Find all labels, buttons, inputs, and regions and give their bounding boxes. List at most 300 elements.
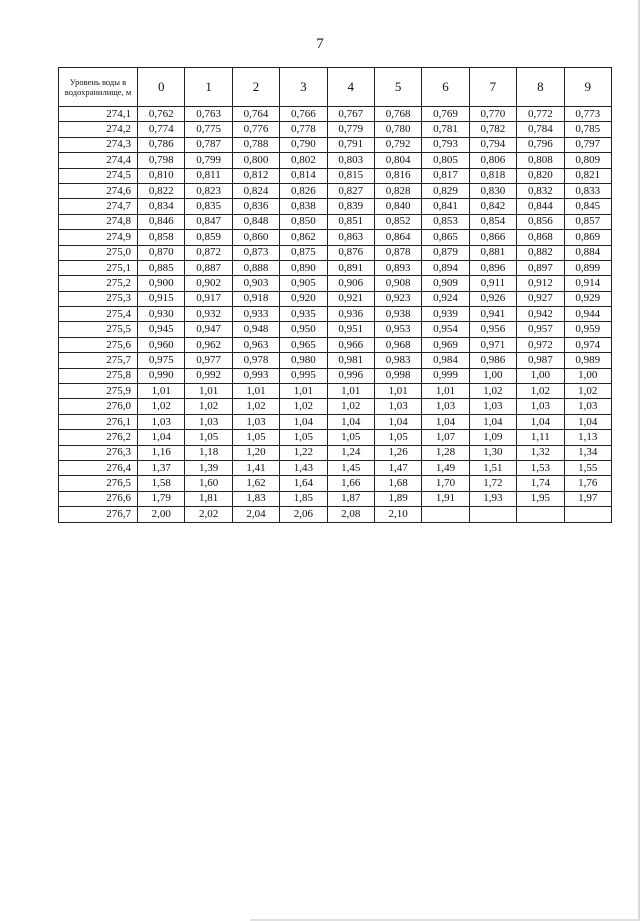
value-cell: 0,993 [232,368,279,383]
value-cell: 0,833 [564,183,611,198]
value-cell: 0,814 [280,168,327,183]
value-cell: 0,785 [564,122,611,137]
value-cell: 0,878 [374,245,421,260]
value-cell: 1,04 [280,414,327,429]
value-cell: 0,779 [327,122,374,137]
value-cell: 0,894 [422,260,469,275]
table-row [59,384,612,399]
value-cell: 2,08 [327,507,374,522]
value-cell: 0,900 [138,276,185,291]
value-cell: 0,992 [185,368,232,383]
water-level-cell: 276,2 [59,430,138,445]
water-level-cell: 276,5 [59,476,138,491]
value-cell: 0,882 [517,245,564,260]
reservoir-level-table [58,67,612,523]
value-cell: 1,01 [232,384,279,399]
water-level-cell: 275,6 [59,337,138,352]
value-cell: 1,04 [422,414,469,429]
table-row [59,137,612,152]
value-cell: 0,836 [232,199,279,214]
value-cell: 1,28 [422,445,469,460]
value-cell: 0,917 [185,291,232,306]
value-cell: 0,941 [469,307,516,322]
value-cell: 1,04 [564,414,611,429]
value-cell: 0,984 [422,353,469,368]
water-level-cell: 275,9 [59,384,138,399]
water-level-cell: 275,4 [59,307,138,322]
value-cell: 1,01 [280,384,327,399]
value-cell: 1,49 [422,460,469,475]
value-cell: 0,923 [374,291,421,306]
water-level-cell: 275,5 [59,322,138,337]
value-cell: 0,998 [374,368,421,383]
value-cell: 0,799 [185,153,232,168]
column-header: 6 [422,68,469,107]
value-cell: 1,43 [280,460,327,475]
value-cell: 0,905 [280,276,327,291]
table-row [59,353,612,368]
value-cell: 1,72 [469,476,516,491]
table-row [59,230,612,245]
value-cell: 0,879 [422,245,469,260]
value-cell: 0,797 [564,137,611,152]
value-cell: 0,827 [327,183,374,198]
value-cell: 0,803 [327,153,374,168]
value-cell: 1,41 [232,460,279,475]
value-cell: 0,847 [185,214,232,229]
value-cell: 0,939 [422,307,469,322]
column-header: 1 [185,68,232,107]
value-cell: 0,942 [517,307,564,322]
value-cell: 0,781 [422,122,469,137]
value-cell: 0,782 [469,122,516,137]
value-cell: 1,01 [374,384,421,399]
water-level-cell: 274,4 [59,153,138,168]
value-cell: 0,841 [422,199,469,214]
value-cell: 0,816 [374,168,421,183]
value-cell: 0,911 [469,276,516,291]
value-cell: 0,933 [232,307,279,322]
water-level-cell: 274,6 [59,183,138,198]
table-row [59,260,612,275]
value-cell: 1,03 [517,399,564,414]
value-cell: 0,786 [138,137,185,152]
value-cell: 0,932 [185,307,232,322]
value-cell: 0,805 [422,153,469,168]
value-cell: 0,774 [138,122,185,137]
value-cell: 0,764 [232,107,279,122]
table-row [59,322,612,337]
value-cell: 1,04 [138,430,185,445]
value-cell: 1,05 [374,430,421,445]
value-cell: 0,968 [374,337,421,352]
value-cell: 0,762 [138,107,185,122]
value-cell: 0,835 [185,199,232,214]
value-cell: 0,776 [232,122,279,137]
value-cell: 0,927 [517,291,564,306]
level-column-header: Уровень воды в водохранилище, м [59,68,138,107]
value-cell: 0,775 [185,122,232,137]
value-cell: 0,821 [564,168,611,183]
value-cell: 1,74 [517,476,564,491]
value-cell: 1,07 [422,430,469,445]
value-cell: 0,873 [232,245,279,260]
value-cell: 0,763 [185,107,232,122]
value-cell: 1,01 [185,384,232,399]
value-cell: 0,848 [232,214,279,229]
value-cell: 1,04 [374,414,421,429]
value-cell: 1,02 [138,399,185,414]
value-cell: 0,915 [138,291,185,306]
value-cell: 1,55 [564,460,611,475]
value-cell: 0,881 [469,245,516,260]
water-level-cell: 274,7 [59,199,138,214]
value-cell: 1,32 [517,445,564,460]
value-cell: 1,05 [280,430,327,445]
value-cell: 0,876 [327,245,374,260]
value-cell: 0,791 [327,137,374,152]
value-cell: 0,909 [422,276,469,291]
value-cell: 1,11 [517,430,564,445]
value-cell: 0,823 [185,183,232,198]
value-cell: 1,39 [185,460,232,475]
table-row [59,245,612,260]
value-cell: 1,13 [564,430,611,445]
value-cell: 1,24 [327,445,374,460]
column-header: 8 [517,68,564,107]
value-cell: 1,01 [138,384,185,399]
value-cell: 1,51 [469,460,516,475]
value-cell: 1,02 [185,399,232,414]
value-cell: 1,00 [564,368,611,383]
value-cell: 0,995 [280,368,327,383]
value-cell: 1,76 [564,476,611,491]
value-cell: 0,981 [327,353,374,368]
value-cell: 0,891 [327,260,374,275]
water-level-cell: 274,8 [59,214,138,229]
value-cell: 1,91 [422,491,469,506]
value-cell: 0,851 [327,214,374,229]
value-cell: 2,02 [185,507,232,522]
value-cell: 0,944 [564,307,611,322]
value-cell: 1,62 [232,476,279,491]
value-cell: 0,832 [517,183,564,198]
value-cell: 0,796 [517,137,564,152]
value-cell: 0,858 [138,230,185,245]
water-level-cell: 275,3 [59,291,138,306]
value-cell: 0,842 [469,199,516,214]
value-cell: 0,908 [374,276,421,291]
water-level-cell: 274,5 [59,168,138,183]
value-cell: 1,26 [374,445,421,460]
value-cell: 0,945 [138,322,185,337]
table-row [59,414,612,429]
value-cell: 0,969 [422,337,469,352]
table-row [59,276,612,291]
water-level-cell: 275,0 [59,245,138,260]
value-cell: 0,930 [138,307,185,322]
value-cell: 0,926 [469,291,516,306]
value-cell: 0,864 [374,230,421,245]
value-cell: 0,947 [185,322,232,337]
value-cell: 1,16 [138,445,185,460]
value-cell: 0,965 [280,337,327,352]
value-cell: 0,972 [517,337,564,352]
table-row [59,307,612,322]
value-cell: 1,05 [185,430,232,445]
value-cell: 0,954 [422,322,469,337]
value-cell: 1,04 [327,414,374,429]
value-cell: 0,826 [280,183,327,198]
water-level-cell: 276,6 [59,491,138,506]
value-cell: 1,22 [280,445,327,460]
value-cell: 0,957 [517,322,564,337]
column-header: 2 [232,68,279,107]
value-cell: 0,769 [422,107,469,122]
water-level-cell: 274,3 [59,137,138,152]
value-cell: 0,987 [517,353,564,368]
value-cell: 0,903 [232,276,279,291]
value-cell: 1,18 [185,445,232,460]
value-cell: 0,770 [469,107,516,122]
table-row [59,337,612,352]
value-cell: 1,89 [374,491,421,506]
value-cell: 2,04 [232,507,279,522]
value-cell: 0,899 [564,260,611,275]
table-header [59,68,612,107]
value-cell: 0,938 [374,307,421,322]
water-level-cell: 274,2 [59,122,138,137]
value-cell: 1,97 [564,491,611,506]
table-body [59,107,612,523]
value-cell: 0,936 [327,307,374,322]
value-cell: 0,980 [280,353,327,368]
value-cell: 1,03 [138,414,185,429]
value-cell: 0,983 [374,353,421,368]
value-cell: 0,914 [564,276,611,291]
table-row [59,168,612,183]
table-row [59,368,612,383]
value-cell: 0,766 [280,107,327,122]
value-cell: 1,02 [517,384,564,399]
value-cell: 1,79 [138,491,185,506]
value-cell: 1,37 [138,460,185,475]
value-cell: 0,845 [564,199,611,214]
value-cell: 1,83 [232,491,279,506]
value-cell: 0,787 [185,137,232,152]
value-cell: 0,788 [232,137,279,152]
value-cell: 0,815 [327,168,374,183]
value-cell: 0,802 [280,153,327,168]
value-cell: 0,963 [232,337,279,352]
value-cell: 0,902 [185,276,232,291]
value-cell: 1,45 [327,460,374,475]
value-cell: 1,64 [280,476,327,491]
value-cell: 0,784 [517,122,564,137]
value-cell: 1,02 [564,384,611,399]
value-cell: 1,03 [185,414,232,429]
table-row [59,291,612,306]
value-cell: 0,990 [138,368,185,383]
value-cell: 0,863 [327,230,374,245]
value-cell: 0,951 [327,322,374,337]
value-cell: 0,839 [327,199,374,214]
value-cell: 0,856 [517,214,564,229]
value-cell: 0,853 [422,214,469,229]
value-cell: 0,975 [138,353,185,368]
value-cell: 0,812 [232,168,279,183]
value-cell: 1,02 [280,399,327,414]
value-cell: 0,912 [517,276,564,291]
value-cell: 0,818 [469,168,516,183]
value-cell: 1,01 [327,384,374,399]
value-cell: 0,820 [517,168,564,183]
value-cell: 0,798 [138,153,185,168]
column-header: 4 [327,68,374,107]
value-cell: 0,974 [564,337,611,352]
value-cell: 1,09 [469,430,516,445]
value-cell: 0,893 [374,260,421,275]
value-cell: 0,966 [327,337,374,352]
table-row [59,491,612,506]
value-cell: 1,04 [517,414,564,429]
table-row [59,107,612,122]
value-cell: 0,793 [422,137,469,152]
value-cell: 0,950 [280,322,327,337]
value-cell: 0,906 [327,276,374,291]
value-cell: 1,30 [469,445,516,460]
value-cell: 1,03 [422,399,469,414]
value-cell: 0,829 [422,183,469,198]
water-level-cell: 274,9 [59,230,138,245]
water-level-cell: 274,1 [59,107,138,122]
value-cell: 1,53 [517,460,564,475]
column-header: 0 [138,68,185,107]
value-cell: 0,768 [374,107,421,122]
value-cell: 1,66 [327,476,374,491]
value-cell: 0,868 [517,230,564,245]
value-cell: 0,792 [374,137,421,152]
value-cell: 0,850 [280,214,327,229]
value-cell: 0,959 [564,322,611,337]
value-cell [564,507,611,522]
value-cell: 0,830 [469,183,516,198]
value-cell: 1,87 [327,491,374,506]
value-cell: 1,00 [517,368,564,383]
value-cell: 0,870 [138,245,185,260]
value-cell: 0,918 [232,291,279,306]
value-cell: 0,808 [517,153,564,168]
value-cell: 1,95 [517,491,564,506]
value-cell: 0,948 [232,322,279,337]
value-cell: 1,03 [564,399,611,414]
value-cell [469,507,516,522]
value-cell: 0,810 [138,168,185,183]
value-cell: 1,34 [564,445,611,460]
table-row [59,153,612,168]
value-cell: 0,986 [469,353,516,368]
value-cell [517,507,564,522]
value-cell: 2,10 [374,507,421,522]
value-cell: 0,977 [185,353,232,368]
value-cell: 0,844 [517,199,564,214]
value-cell: 1,01 [422,384,469,399]
value-cell: 1,81 [185,491,232,506]
table-row [59,476,612,491]
water-level-cell: 275,2 [59,276,138,291]
value-cell: 0,896 [469,260,516,275]
value-cell: 0,828 [374,183,421,198]
value-cell: 1,00 [469,368,516,383]
value-cell: 1,03 [232,414,279,429]
value-cell: 0,860 [232,230,279,245]
value-cell: 1,85 [280,491,327,506]
value-cell: 1,20 [232,445,279,460]
table-row [59,183,612,198]
value-cell: 0,846 [138,214,185,229]
water-level-cell: 275,8 [59,368,138,383]
value-cell: 1,03 [374,399,421,414]
value-cell: 1,05 [327,430,374,445]
value-cell: 0,996 [327,368,374,383]
value-cell: 2,00 [138,507,185,522]
water-level-cell: 276,1 [59,414,138,429]
value-cell: 0,809 [564,153,611,168]
value-cell: 0,804 [374,153,421,168]
value-cell: 1,93 [469,491,516,506]
value-cell: 2,06 [280,507,327,522]
value-cell: 0,866 [469,230,516,245]
value-cell: 0,790 [280,137,327,152]
table-row [59,460,612,475]
value-cell: 1,68 [374,476,421,491]
table-row [59,445,612,460]
value-cell: 0,897 [517,260,564,275]
value-cell: 0,857 [564,214,611,229]
value-cell: 0,971 [469,337,516,352]
value-cell: 0,778 [280,122,327,137]
value-cell: 0,806 [469,153,516,168]
value-cell: 0,960 [138,337,185,352]
table-row [59,399,612,414]
water-level-cell: 276,7 [59,507,138,522]
value-cell: 0,962 [185,337,232,352]
value-cell: 0,924 [422,291,469,306]
value-cell: 0,887 [185,260,232,275]
value-cell: 0,811 [185,168,232,183]
value-cell: 0,875 [280,245,327,260]
value-cell: 1,58 [138,476,185,491]
value-cell: 0,978 [232,353,279,368]
value-cell: 0,780 [374,122,421,137]
value-cell: 0,920 [280,291,327,306]
value-cell: 0,862 [280,230,327,245]
water-level-cell: 276,0 [59,399,138,414]
value-cell: 1,02 [469,384,516,399]
column-header: 5 [374,68,421,107]
table-row [59,122,612,137]
value-cell: 1,47 [374,460,421,475]
value-cell: 1,02 [232,399,279,414]
value-cell: 0,953 [374,322,421,337]
value-cell: 1,60 [185,476,232,491]
value-cell: 0,921 [327,291,374,306]
value-cell: 0,767 [327,107,374,122]
table-row [59,507,612,522]
value-cell: 0,869 [564,230,611,245]
value-cell: 0,989 [564,353,611,368]
value-cell [422,507,469,522]
